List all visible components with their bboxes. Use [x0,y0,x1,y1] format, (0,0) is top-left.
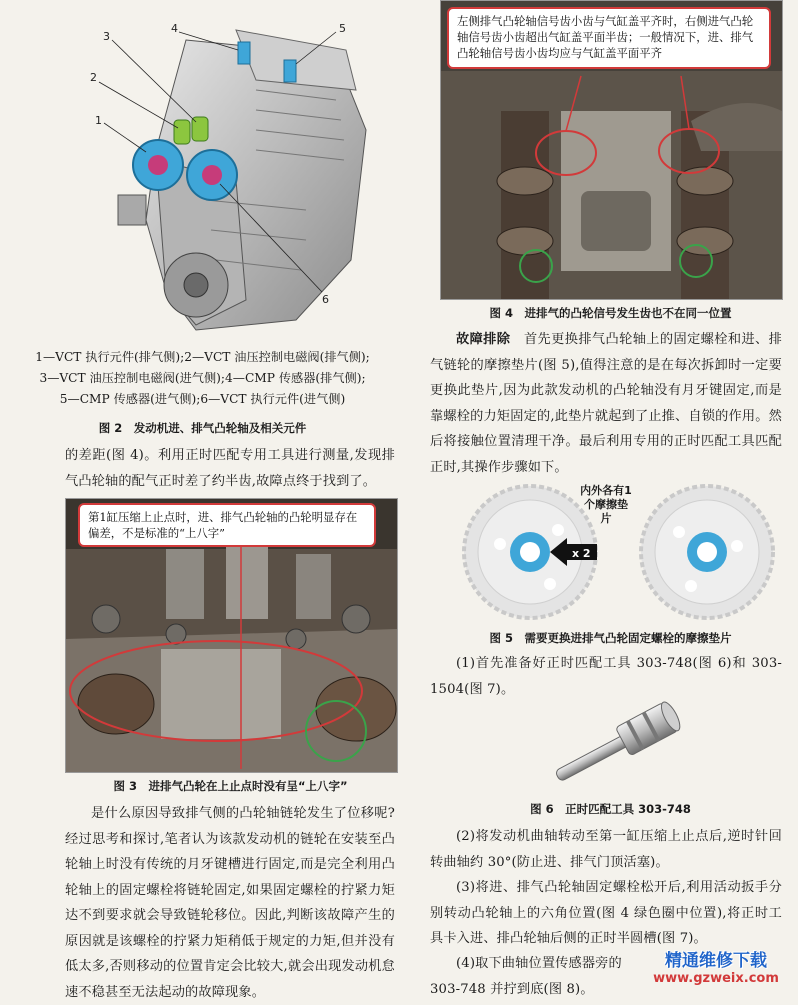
legend-line-3: 5—CMP 传感器(进气侧);6—VCT 执行元件(进气侧) [59,392,346,406]
vct-exhaust-actuator [133,140,183,190]
marker-3: 3 [103,30,110,43]
figure-5-note: 内外各有1 个摩擦垫片 [580,484,632,525]
figure-3-caption: 图 3 进排气凸轮在上止点时没有呈“上八字” [113,779,348,793]
right-paragraph-1-body: 首先更换排气凸轮轴上的固定螺栓和进、排气链轮的摩擦垫片(图 5),值得注意的是在每次拆卸时一定要更换此垫片,因为此款发动机的凸轮轴没有月牙键固定,而是靠螺栓的力矩固定的,此垫片就起到了止推、自锁的作用。然后将接触位置清理干净。最后利用专用的正时匹配工具匹配正时,其操作步骤如下。 [430,332,782,475]
section-head-troubleshooting: 故障排除 [456,332,511,347]
left-paragraph-1: 的差距(图 4)。利用正时匹配专用工具进行测量,发现排气凸轮轴的配气正时差了约半齿,故障点终于找到了。 [65,448,395,489]
vct-intake-actuator [187,150,237,200]
right-paragraph-5-line-1: (4)取下曲轴位置传感器旁的 [456,956,622,971]
figure-2-legend [10,347,395,410]
watermark-title: 精通维修下载 [665,951,767,971]
figure-6-caption: 图 6 正时匹配工具 303-748 [530,802,691,816]
right-paragraph-1 [430,327,782,480]
marker-1: 1 [95,114,102,127]
figure-5-caption: 图 5 需要更换进排气凸轮固定螺栓的摩擦垫片 [489,631,732,645]
marker-6: 6 [322,293,329,306]
right-paragraph-2: (1)首先准备好正时匹配工具 303-748(图 6)和 303-1504(图 7)。 [430,656,782,697]
figure-3-callout: 第1缸压缩上止点时，进、排气凸轮轴的凸轮明显存在偏差，不是标准的“上八字” [78,503,376,547]
figure-2-engine-illustration [6,0,398,345]
figure-4-callout: 左侧排气凸轮轴信号齿小齿与气缸盖平齐时，右侧进气凸轮轴信号齿小齿超出气缸盖平面半齿；一般情况下，进、排气凸轮轴信号齿小齿均应与气缸盖平面平齐 [447,7,771,69]
marker-2: 2 [90,71,97,84]
figure-2-caption: 图 2 发动机进、排气凸轮轴及相关元件 [98,421,307,435]
legend-line-1: 1—VCT 执行元件(排气侧);2—VCT 油压控制电磁阀(排气侧); [35,350,370,364]
right-paragraph-4: (3)将进、排气凸轮轴固定螺栓松开后,利用活动扳手分别转动凸轮轴上的六角位置(图 4 绿色圈中位置),将正时工具卡入进、排凸轮轴后侧的正时半圆槽(图 7)。 [430,880,782,946]
right-paragraph-3: (2)将发动机曲轴转动至第一缸压缩上止点后,逆时针回转曲轴约 30°(防止进、排气门顶活塞)。 [430,829,782,870]
figure-4-caption: 图 4 进排气的凸轮信号发生齿也不在同一位置 [489,306,732,320]
watermark-url: www.gzweix.com [653,971,779,986]
left-paragraph-2: 是什么原因导致排气侧的凸轮轴链轮发生了位移呢?经过思考和探讨,笔者认为该款发动机的链轮在安装至凸轮轴上时没有传统的月牙键槽进行固定,而是完全利用凸轮轴上的固定螺栓将链轮固定,如果固定螺栓的拧紧力矩达不到要求就会导致链轮移位。因此,判断该故障产生的原因就是该螺栓的拧紧力矩稍低于规定的力矩,但并没有低太多,否则移动的位置肯定会比较大,就会出现发动机怠速不稳甚至无法起动的故障现象。 [65,806,395,1000]
figure-6-tool-illustration [540,700,690,792]
svg-text:x 2: x 2 [572,547,591,560]
marker-5: 5 [339,22,346,35]
marker-4: 4 [171,22,178,35]
legend-line-2: 3—VCT 油压控制电磁阀(进气侧);4—CMP 传感器(排气侧); [39,371,366,385]
right-paragraph-5-line-2: 303-748 并拧到底(图 8)。 [430,981,594,997]
watermark [636,946,796,996]
